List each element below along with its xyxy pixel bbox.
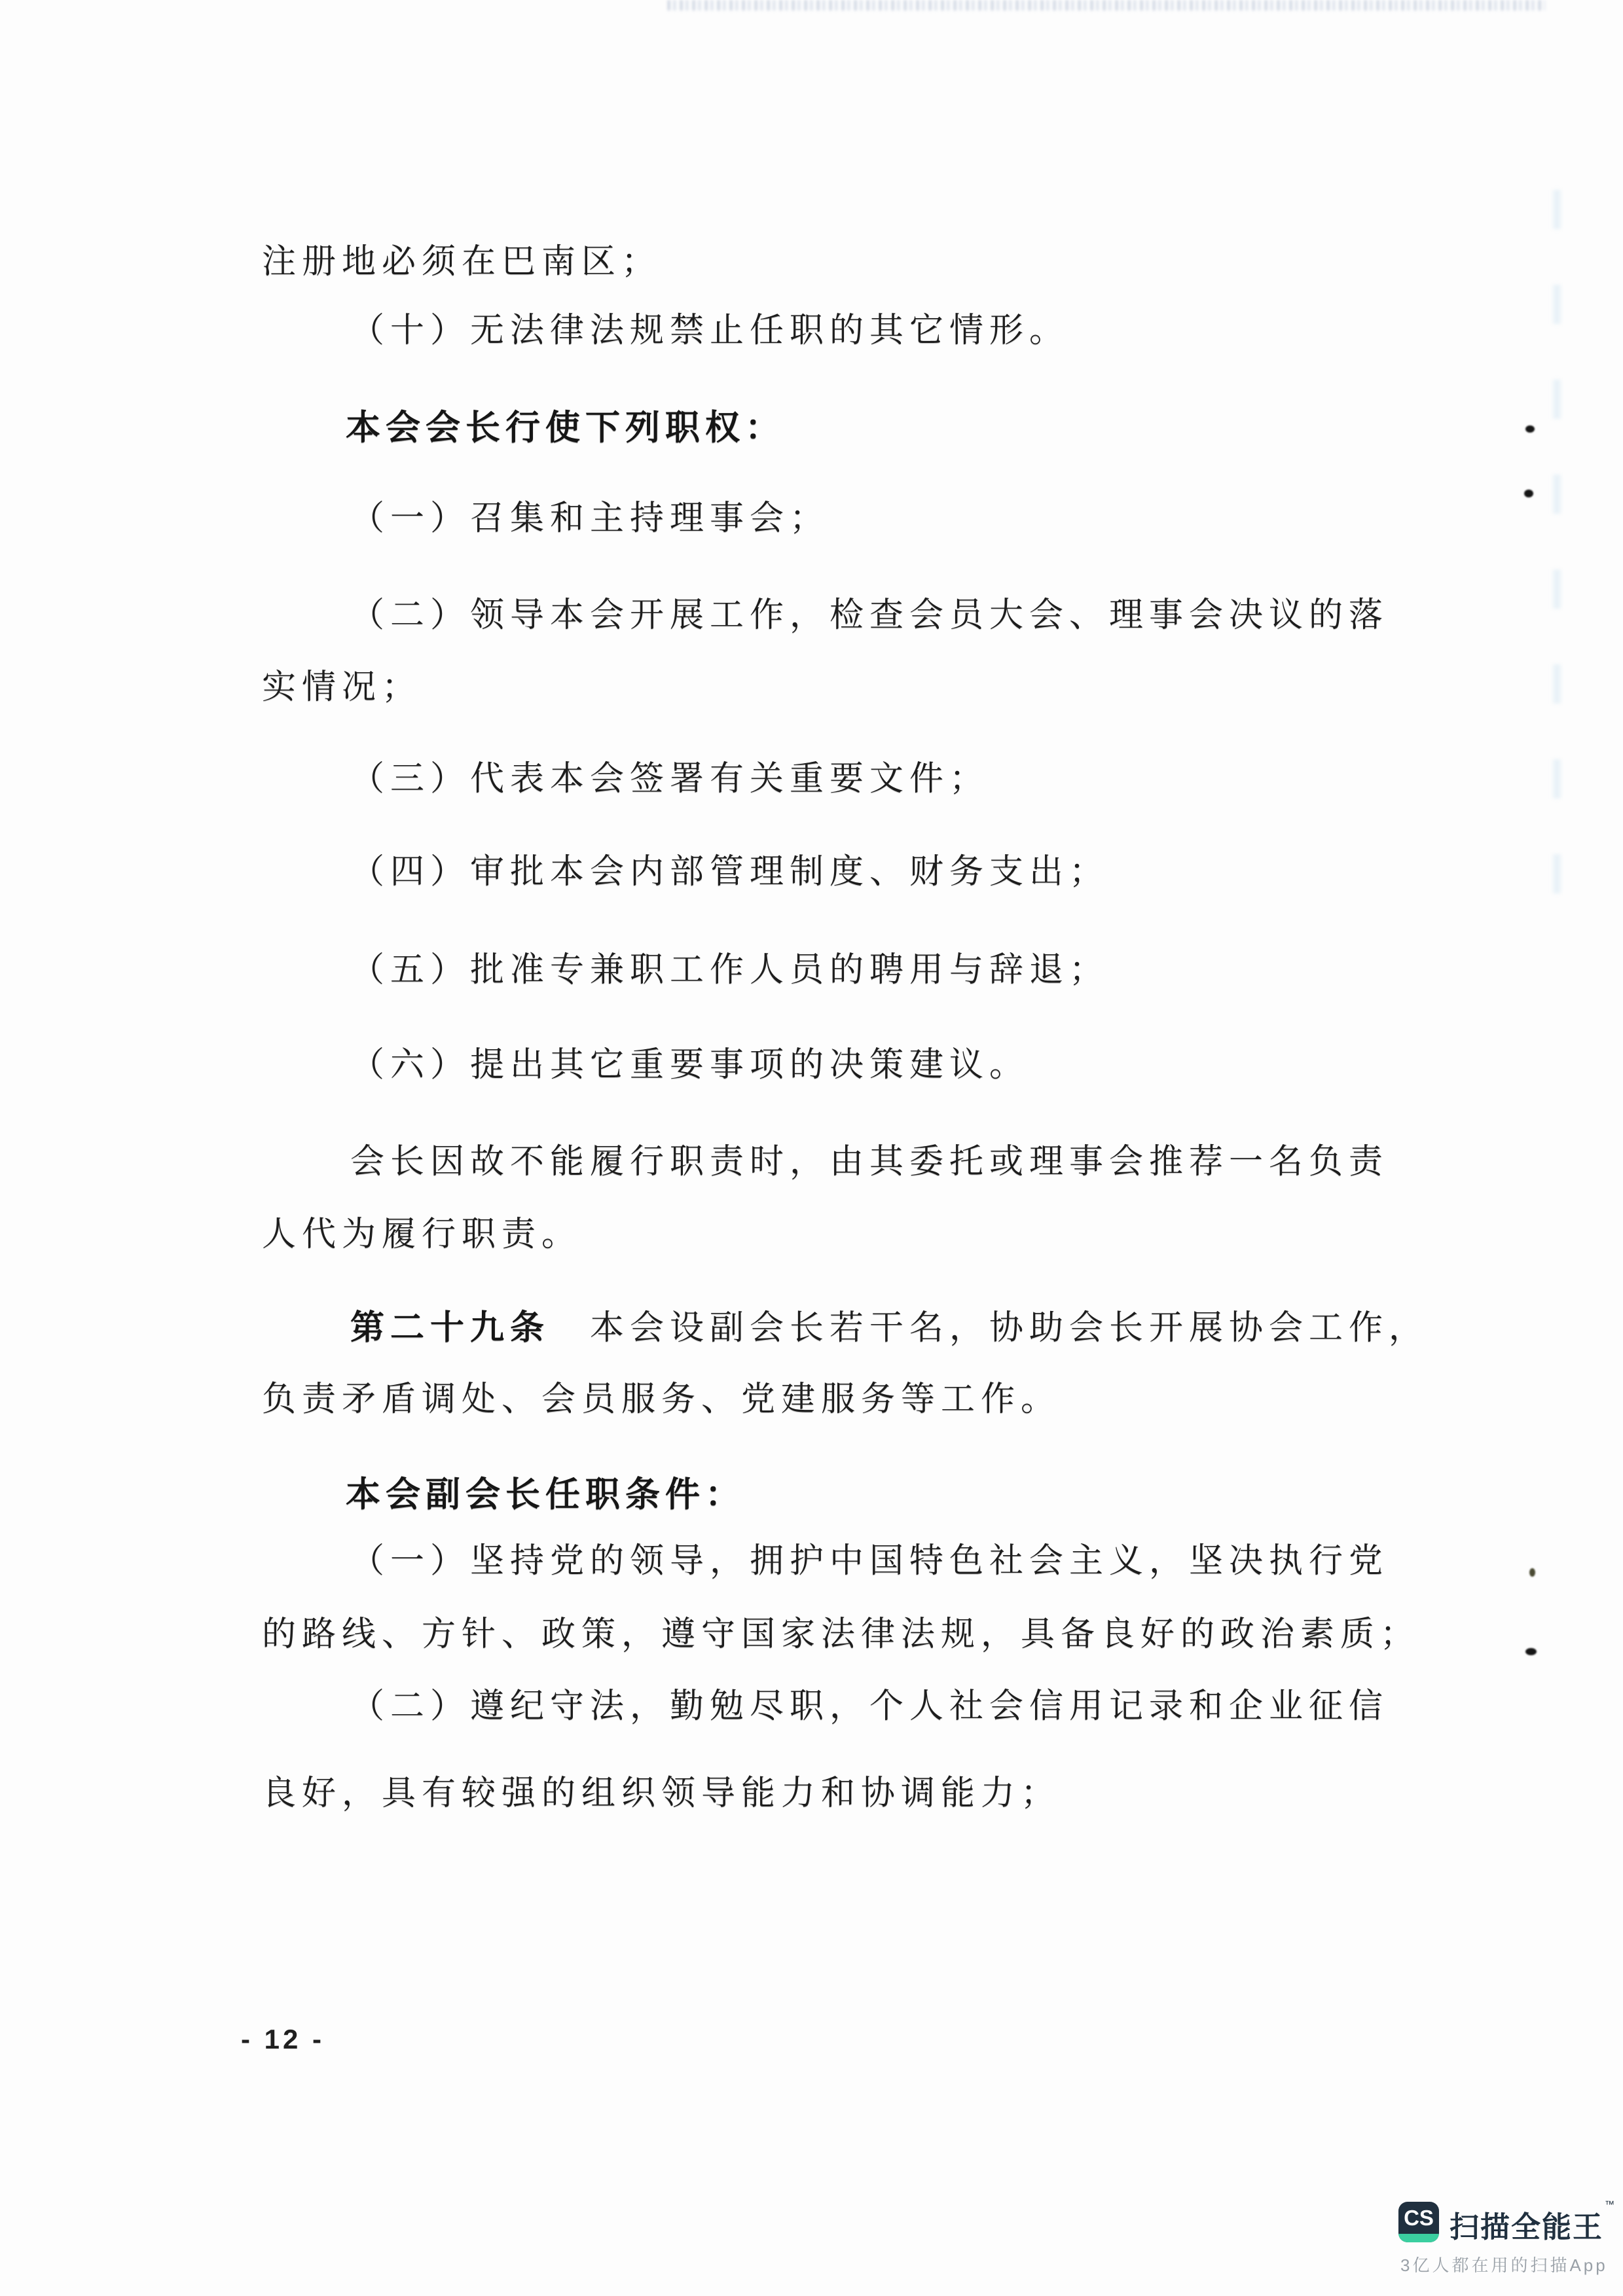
doc-line: （六）提出其它重要事项的决策建议。	[350, 1047, 1030, 1084]
doc-line: （二）领导本会开展工作，检查会员大会、理事会决议的落	[350, 597, 1389, 634]
camscanner-tagline: 3亿人都在用的扫描App	[1400, 2255, 1608, 2275]
scan-bleed-artifact	[668, 0, 1545, 10]
camscanner-logo-icon	[1398, 2202, 1439, 2242]
doc-line: 良好，具有较强的组织领导能力和协调能力；	[262, 1775, 1061, 1812]
page-number: - 12 -	[241, 2024, 325, 2054]
doc-line: （一）坚持党的领导，拥护中国特色社会主义，坚决执行党	[350, 1543, 1389, 1580]
section-heading: 本会副会长任职条件：	[346, 1475, 745, 1514]
doc-line: 的路线、方针、政策，遵守国家法律法规，具备良好的政治素质；	[262, 1616, 1421, 1653]
doc-line: 人代为履行职责。	[262, 1216, 582, 1253]
ink-speck-artifact	[1529, 1568, 1535, 1577]
doc-line: （一）召集和主持理事会；	[350, 500, 830, 537]
ink-speck-artifact	[1525, 425, 1535, 433]
doc-line: 负责矛盾调处、会员服务、党建服务等工作。	[262, 1381, 1061, 1418]
doc-line: （三）代表本会签署有关重要文件；	[350, 761, 990, 798]
doc-line: 实情况；	[262, 669, 422, 706]
camscanner-app-name-text: 扫描全能王	[1450, 2210, 1604, 2244]
camscanner-logo-teal-band	[1398, 2234, 1439, 2242]
ink-speck-artifact	[1525, 1648, 1537, 1655]
scanner-streak-artifact	[1553, 190, 1561, 942]
doc-line-article-29	[350, 1308, 1429, 1349]
doc-line: 会长因故不能履行职责时，由其委托或理事会推荐一名负责	[350, 1143, 1389, 1181]
camscanner-app-name	[1450, 2199, 1616, 2246]
section-heading: 本会会长行使下列职权：	[346, 408, 785, 447]
doc-line: 注册地必须在巴南区；	[262, 243, 662, 281]
doc-line: （五）批准专兼职工作人员的聘用与辞退；	[350, 952, 1110, 989]
ink-speck-artifact	[1524, 490, 1533, 497]
doc-line: （四）审批本会内部管理制度、财务支出；	[350, 853, 1110, 891]
camscanner-logo-letters: CS	[1404, 2206, 1434, 2230]
article-29-label: 第二十九条	[350, 1309, 551, 1347]
doc-line: （二）遵纪守法，勤勉尽职，个人社会信用记录和企业征信	[350, 1688, 1389, 1725]
article-29-text: 本会设副会长若干名，协助会长开展协会工作，	[550, 1310, 1429, 1347]
trademark-symbol: ™	[1605, 2199, 1616, 2210]
doc-line: （十）无法律法规禁止任职的其它情形。	[350, 312, 1070, 350]
